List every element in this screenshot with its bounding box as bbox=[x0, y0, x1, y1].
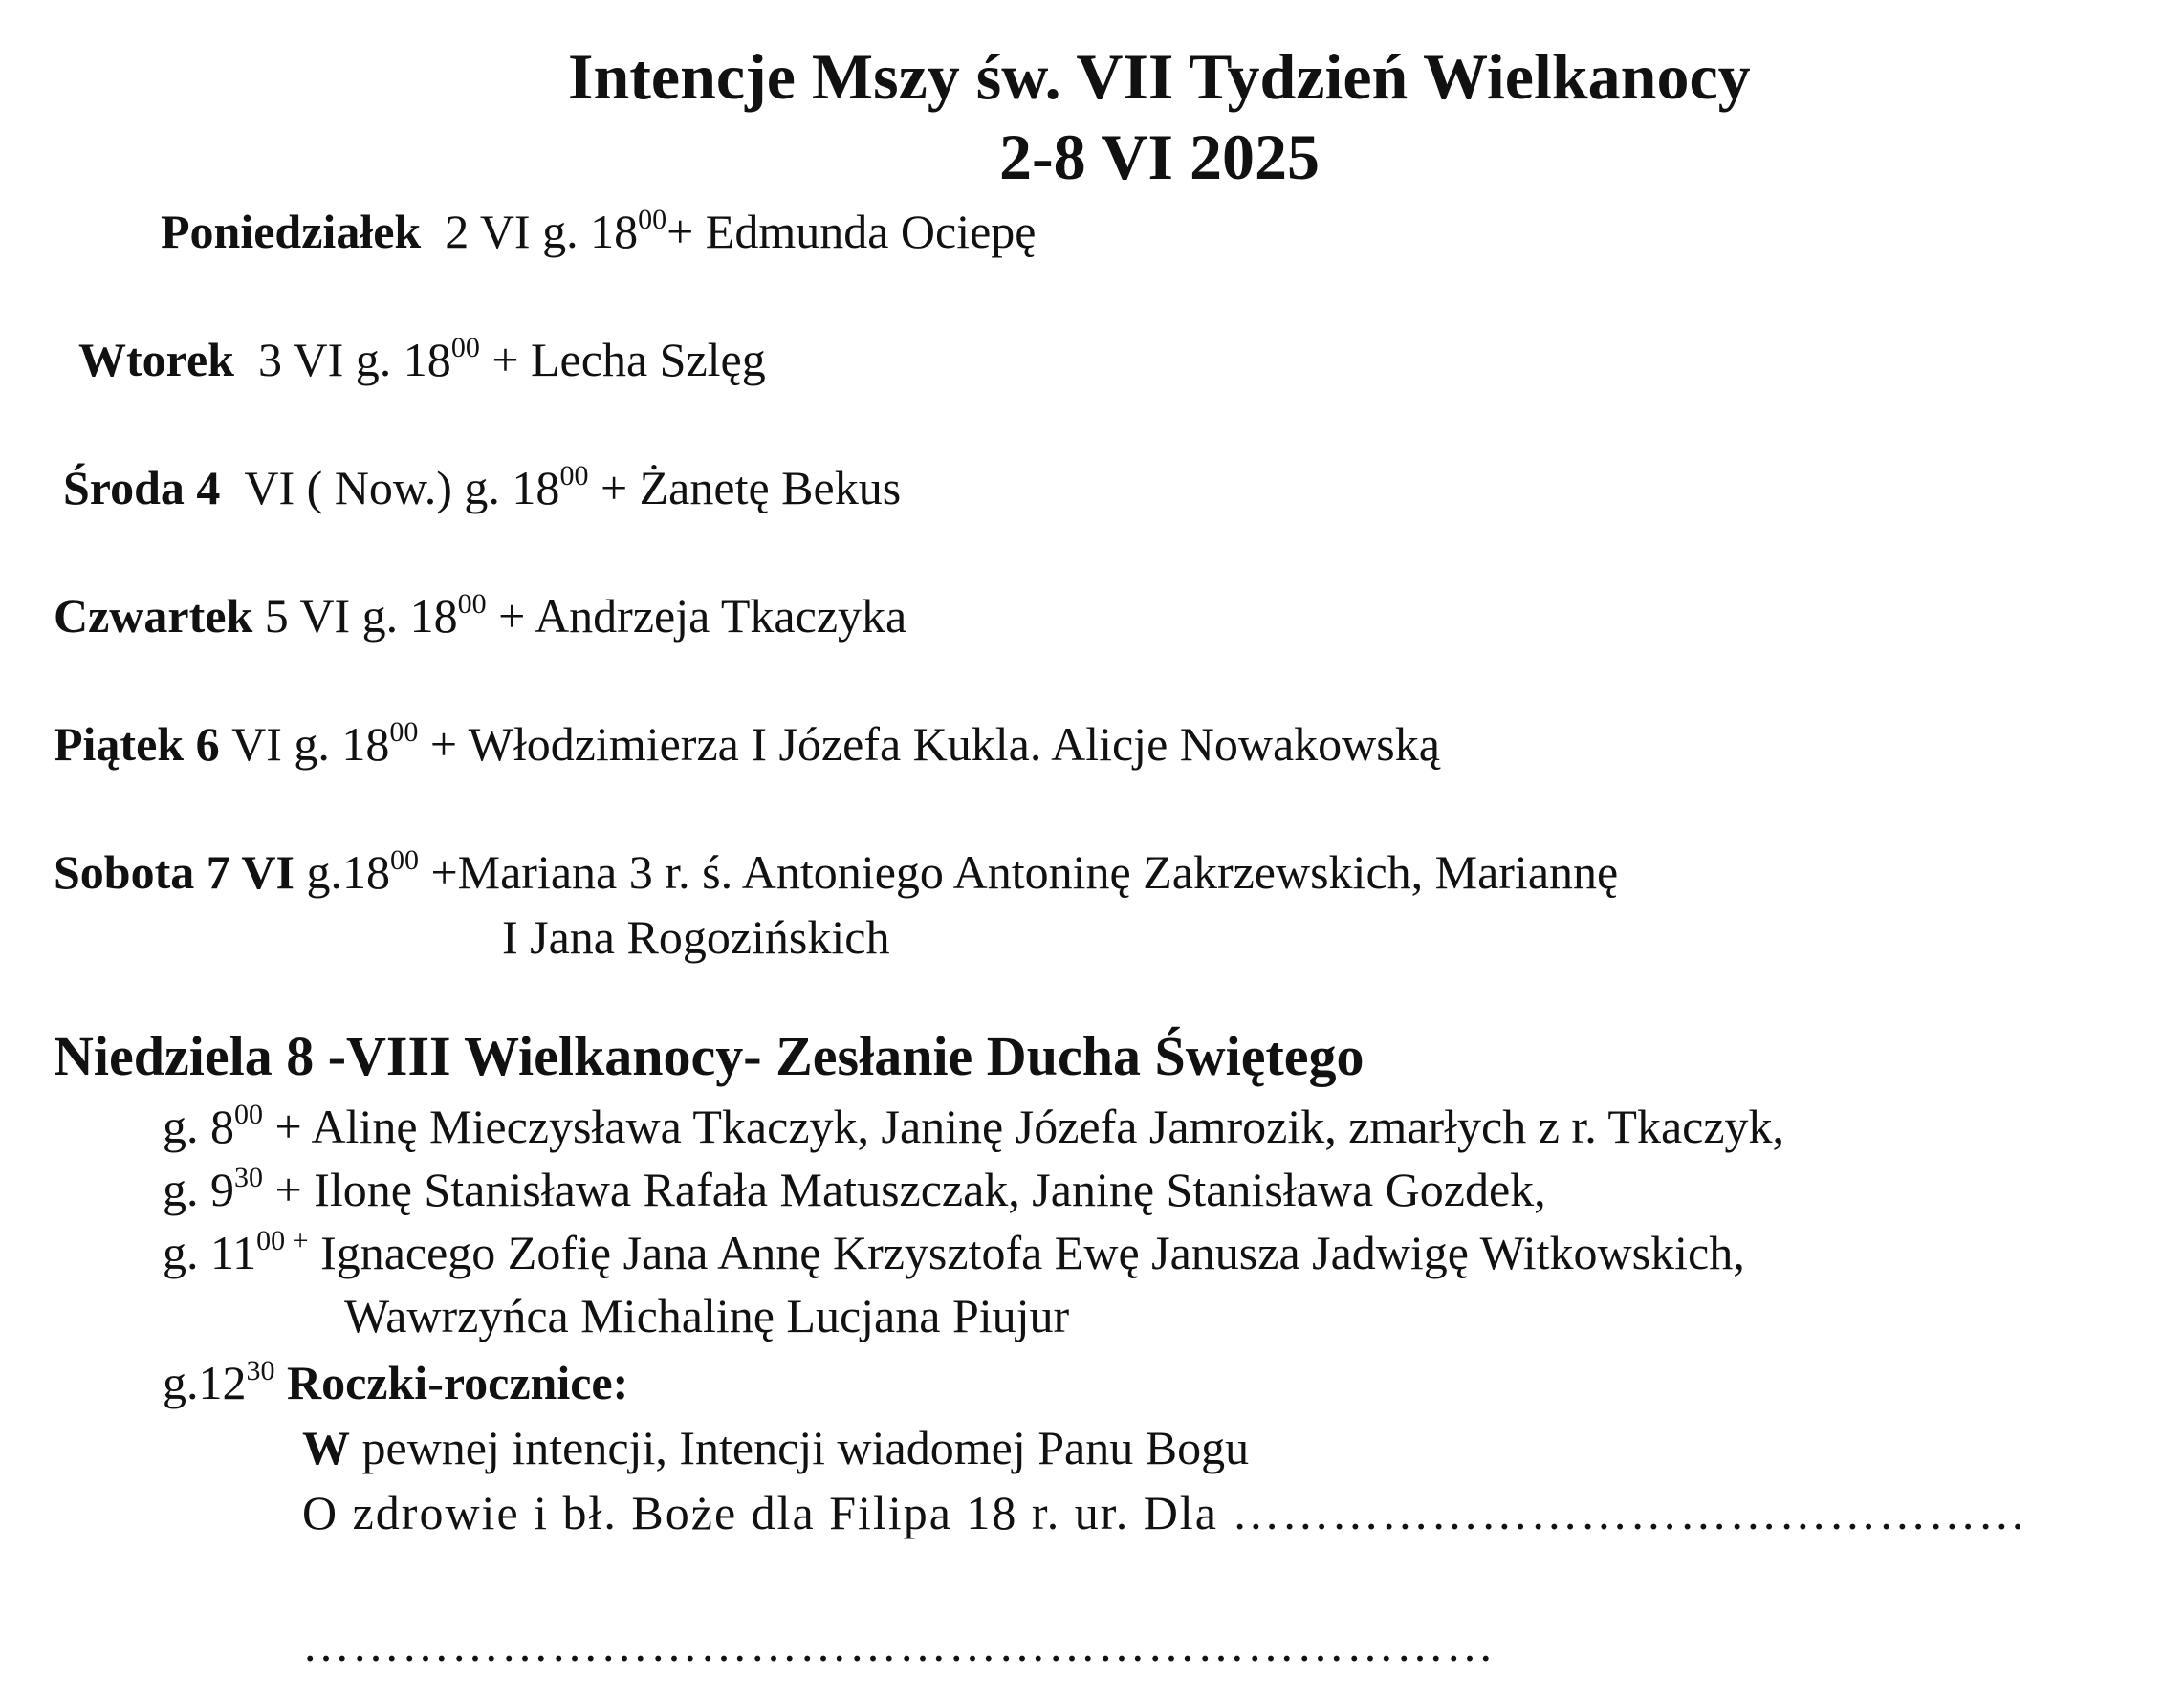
saturday-continuation bbox=[502, 908, 889, 966]
tuesday-entry bbox=[78, 331, 766, 388]
roczki-line-2 bbox=[302, 1484, 2027, 1541]
intention-text: +Mariana 3 r. ś. Antoniego Antoninę Zakrzewskich, Mariannę bbox=[418, 845, 1619, 899]
intention-text: + Andrzeja Tkaczyka bbox=[486, 589, 907, 643]
sunday-heading-text: Niedziela 8 -VIII Wielkanocy- Zesłanie Ducha Świętego bbox=[54, 1025, 1365, 1087]
thursday-entry bbox=[54, 587, 906, 644]
day-label: Sobota 7 VI bbox=[54, 845, 295, 899]
friday-entry bbox=[54, 715, 1440, 773]
sunday-mass-11-continuation bbox=[344, 1287, 1069, 1344]
intention-continuation: Wawrzyńca Michalinę Lucjana Piujur bbox=[344, 1289, 1070, 1342]
date-range bbox=[999, 119, 1320, 195]
day-label: Piątek 6 bbox=[54, 717, 220, 771]
time-minutes: 00 + bbox=[256, 1225, 309, 1257]
mass-time: g. 9 bbox=[163, 1163, 234, 1216]
intention-text: + Alinę Mieczysława Tkaczyk, Janinę Józefa Jamrozik, zmarłych z r. Tkaczyk, bbox=[263, 1100, 1785, 1153]
title-line-1: Intencje Mszy św. VII Tydzień Wielkanocy bbox=[568, 40, 1751, 113]
day-date: 5 VI g. 18 bbox=[264, 589, 458, 643]
intention-text: + Żanetę Bekus bbox=[588, 461, 902, 514]
day-label: Czwartek bbox=[54, 589, 253, 643]
day-date: VI ( Now.) g. 18 bbox=[244, 461, 560, 514]
initial-letter: W bbox=[302, 1421, 350, 1474]
time-minutes: 30 bbox=[246, 1355, 275, 1387]
day-date: 3 VI g. 18 bbox=[257, 333, 451, 386]
time-minutes: 00 bbox=[638, 204, 667, 236]
wednesday-entry bbox=[63, 459, 901, 516]
sunday-mass-11 bbox=[163, 1224, 1745, 1281]
day-date: VI g. 18 bbox=[231, 717, 390, 771]
sunday-heading bbox=[54, 1025, 1365, 1088]
time-minutes: 00 bbox=[389, 844, 419, 877]
saturday-entry bbox=[54, 843, 1618, 901]
day-date: g.18 bbox=[306, 845, 390, 899]
time-minutes: 30 bbox=[234, 1162, 263, 1194]
mass-time: g. 11 bbox=[163, 1226, 257, 1279]
mass-time: g. 8 bbox=[163, 1100, 234, 1153]
intention-text: + Edmunda Ociepę bbox=[666, 205, 1037, 258]
monday-entry bbox=[161, 203, 1036, 260]
time-minutes: 00 bbox=[389, 716, 419, 749]
sunday-mass-1230 bbox=[163, 1354, 628, 1411]
time-minutes: 00 bbox=[457, 588, 487, 621]
roczki-line-3 bbox=[302, 1616, 1496, 1673]
day-label: Wtorek bbox=[78, 333, 234, 386]
mass-time: g.12 bbox=[163, 1356, 247, 1409]
intention-text: + Lecha Szlęg bbox=[479, 333, 766, 386]
sunday-mass-8 bbox=[163, 1098, 1784, 1155]
day-label: Poniedziałek bbox=[161, 205, 422, 258]
day-date: 2 VI g. 18 bbox=[445, 205, 639, 258]
roczki-line-1 bbox=[302, 1419, 1249, 1476]
intention-text: Ignacego Zofię Jana Annę Krzysztofa Ewę Janusza Jadwigę Witkowskich, bbox=[308, 1226, 1745, 1279]
roczki-text: O zdrowie i bł. Boże dla Filipa 18 r. ur. Dla ………………………………………… bbox=[302, 1486, 2028, 1539]
intention-continuation: I Jana Rogozińskich bbox=[502, 910, 890, 964]
time-minutes: 00 bbox=[450, 332, 480, 364]
roczki-label: Roczki-rocznice: bbox=[274, 1356, 629, 1409]
dotted-fill-line: ……………………………………………………………… bbox=[302, 1618, 1496, 1671]
roczki-text: pewnej intencji, Intencji wiadomej Panu Bogu bbox=[350, 1421, 1250, 1474]
intention-text: + Włodzimierza I Józefa Kukla. Alicje Nowakowską bbox=[418, 717, 1440, 771]
page-title bbox=[568, 38, 1751, 115]
intention-text: + Ilonę Stanisława Rafała Matuszczak, Janinę Stanisława Gozdek, bbox=[263, 1163, 1546, 1216]
time-minutes: 00 bbox=[559, 460, 589, 492]
sunday-mass-930 bbox=[163, 1161, 1546, 1218]
time-minutes: 00 bbox=[234, 1099, 263, 1131]
day-label: Środa 4 bbox=[63, 461, 221, 514]
title-line-2: 2-8 VI 2025 bbox=[999, 120, 1320, 193]
